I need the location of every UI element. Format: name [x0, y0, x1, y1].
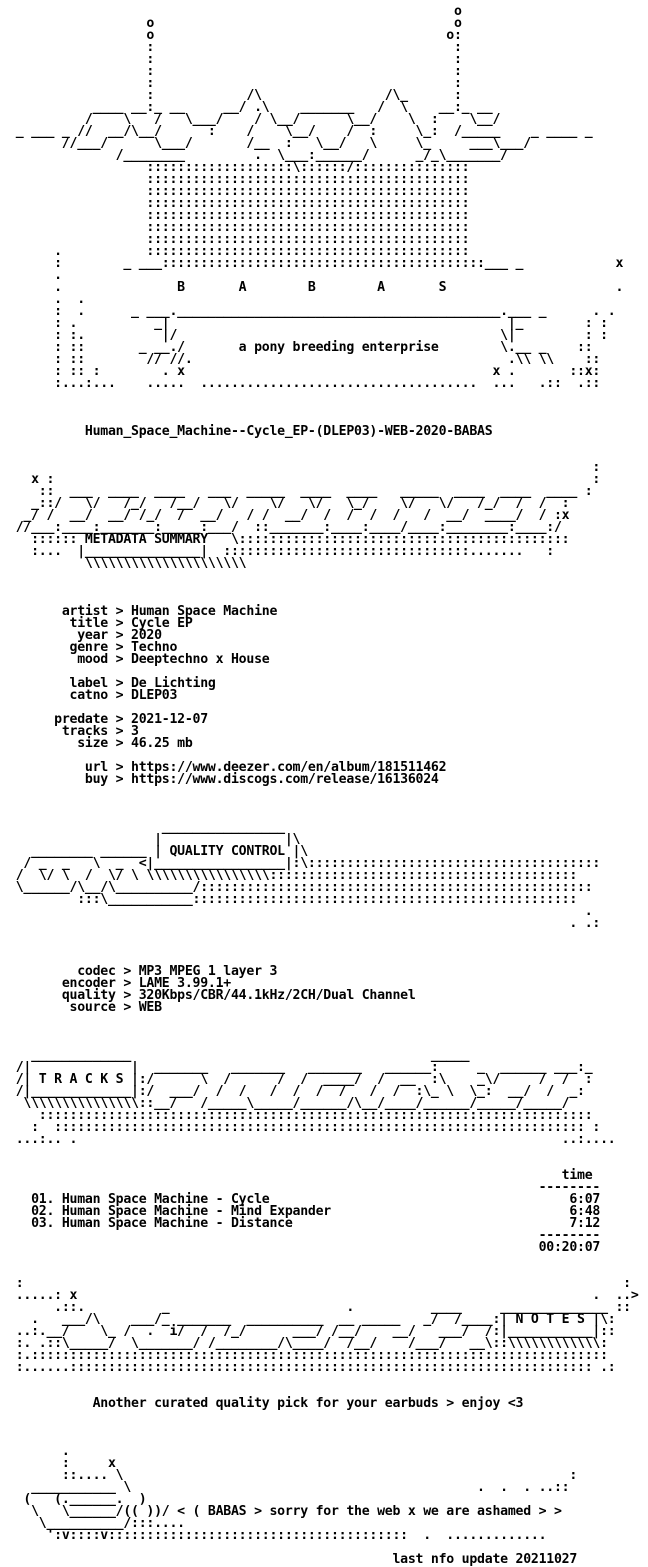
nfo-line: :::::: METADATA SUMMARY \::::::::::::::::::::::::::::::::::::::::::: — [8, 532, 570, 547]
nfo-line: : : — [8, 76, 462, 91]
nfo-line — [8, 1014, 639, 1026]
nfo-line — [8, 798, 639, 810]
nfo-line: ...:.. . ..:.... — [8, 1132, 616, 1147]
nfo-line — [8, 1146, 639, 1158]
nfo-line: catno > DLEP03 — [8, 688, 178, 703]
nfo-line: : — [8, 460, 601, 475]
nfo-line: :.::::::::::::::::::::::::::::::::::::::::::::::::::::::::::::::::::::::::::: — [8, 1348, 608, 1363]
nfo-line: //___:____:_______:_____:___/ ::_______:____:____/____:________:____:/ — [8, 520, 562, 535]
nfo-line — [8, 570, 639, 582]
nfo-line: \ \______/(( ))/ < ( BABAS > sorry for the web x we are ashamed > > — [8, 1504, 562, 1519]
nfo-line: genre > Techno — [8, 640, 178, 655]
nfo-line: Another curated quality pick for your earbuds > enjoy <3 — [8, 1396, 524, 1411]
nfo-line: /|_____________|:/ ___/ / / / / / / / / :\_ \ \_: __/ / _: — [8, 1084, 585, 1099]
nfo-line: / \/ \ / \/ \ \\\\\\\\\\\\\\\\:::::::::::::::::::::::::::::::::::::::: — [8, 868, 578, 883]
nfo-line: :::::::::::::::::::::::::::::::::::::::::: — [8, 172, 470, 187]
nfo-line — [8, 942, 639, 954]
nfo-line: :...:... ..... .................................... ... .:: .:: — [8, 376, 601, 391]
nfo-line: :::::::::::::::::::\::::::/::::::::::::::: — [8, 160, 470, 175]
nfo-line: : : — [8, 52, 462, 67]
nfo-line: ________________ — [8, 820, 285, 835]
nfo-line — [8, 402, 639, 414]
nfo-line: .::. _ . ____ ______________ :: — [8, 1300, 631, 1315]
nfo-line — [8, 582, 639, 594]
nfo-line: o o — [8, 16, 462, 31]
nfo-line: predate > 2021-12-07 — [8, 712, 208, 727]
nfo-line — [8, 1254, 639, 1266]
nfo-line — [8, 1374, 639, 1386]
nfo-line: : . _ ___.__________________________________________.___ _ . . — [8, 304, 616, 319]
nfo-line: url > https://www.deezer.com/en/album/181511462 — [8, 760, 447, 775]
nfo-line — [8, 390, 639, 402]
nfo-line: : x — [8, 1456, 116, 1471]
nfo-line: source > WEB — [8, 1000, 162, 1015]
nfo-line: 00:20:07 — [8, 1240, 601, 1255]
nfo-line: . — [8, 904, 593, 919]
nfo-line: encoder > LAME 3.99.1+ — [8, 976, 231, 991]
nfo-line: /________ . \___:______/ _/_\_______/ — [8, 148, 508, 163]
nfo-line: .....: x . ..> — [8, 1288, 639, 1303]
nfo-line: _____________ _____ — [8, 1048, 470, 1063]
nfo-line: :... |_______________| ::::::::::::::::::::::::::::::::....... : — [8, 544, 554, 559]
nfo-line: ___________ \ . . . ..:: — [8, 1480, 570, 1495]
nfo-line: : : — [8, 64, 462, 79]
nfo-line: ::.... \ : — [8, 1468, 578, 1483]
nfo-line: _/ / __/ __/ /_/ / __/ / / __/ / / / / / __/ ____/ / :x — [8, 508, 570, 523]
nfo-line — [8, 438, 639, 450]
nfo-line: 03. Human Space Machine - Distance 7:12 — [8, 1216, 601, 1231]
nfo-line: :::::::::::::::::::::::::::::::::::::::::: — [8, 220, 470, 235]
nfo-line: :::::::::::::::::::::::::::::::::::::::::: — [8, 208, 470, 223]
nfo-line: /| T R A C K S |:/ \ / / / ____/ / __ :\ _\/ / / : — [8, 1072, 593, 1087]
nfo-line: : :: // //. .\\ \\ :: — [8, 352, 601, 367]
nfo-line — [8, 1542, 639, 1554]
nfo-line: _ ___ _ // __/\__/ : / \__/ / : \_: /_____ _ ____ _ — [8, 124, 593, 139]
nfo-line — [8, 1434, 639, 1446]
nfo-line: 01. Human Space Machine - Cycle 6:07 — [8, 1192, 601, 1207]
nfo-line: : :: : . x x . ::x: — [8, 364, 601, 379]
nfo-line: ( (.______. ) — [8, 1492, 170, 1507]
nfo-line: :: ___ ____ ____ ___ _____ ____ ____ _____ ____ ____ ____ : — [8, 484, 593, 499]
nfo-line: :. .::\_____/ \_______/ /________/\____/ /__/ /___/ __\::\\\\\\\\\\\\: — [8, 1336, 608, 1351]
nfo-line: codec > MP3 MPEG 1 layer 3 — [8, 964, 278, 979]
nfo-text-block — [8, 6, 639, 1566]
nfo-line: : :. |/ \| : : — [8, 328, 608, 343]
nfo-line — [8, 786, 639, 798]
nfo-line: title > Cycle EP — [8, 616, 193, 631]
nfo-line: quality > 320Kbps/CBR/44.1kHz/2CH/Dual Channel — [8, 988, 416, 1003]
nfo-line: \______/\__/\__________/::::::::::::::::::::::::::::::::::::::::::::::::::: — [8, 880, 593, 895]
nfo-line: / _ _ \ _ <|_________________|:\:::::::::::::::::::::::::::::::::::::: — [8, 856, 601, 871]
nfo-line: ____ __:_ __ __/ .\ _______ / \ __:_ __ — [8, 100, 493, 115]
nfo-line: 02. Human Space Machine - Mind Expander 6:48 — [8, 1204, 601, 1219]
nfo-line: buy > https://www.discogs.com/release/16136024 — [8, 772, 439, 787]
nfo-line: ..:.__/ \_ / . i/ / /_/ ___/ /__/ __/ ___/ /:|___________|:: — [8, 1324, 616, 1339]
nfo-line: . ___/\ ___/_ _______ __________ __ _____ _/ /____:| N O T E S |\: — [8, 1312, 616, 1327]
nfo-line: ':v::::v::::::::::::::::::::::::::::::::::::::: . ............. — [8, 1528, 547, 1543]
nfo-line — [8, 1410, 639, 1422]
nfo-line: :::\___________:::::::::::::::::::::::::::::::::::::::::::::::::: — [8, 892, 578, 907]
nfo-line — [8, 1026, 639, 1038]
nfo-line: /| | _______ _______ _______ ______: _ ______ ___:_ — [8, 1060, 593, 1075]
nfo-line: : ::::::::::::::::::::::::::::::::::::::::::::::::::::::::::::::::::::: : — [8, 1120, 601, 1135]
nfo-line: : /\ /\_ : — [8, 88, 462, 103]
nfo-line: . :::::::::::::::::::::::::::::::::::::::::: — [8, 244, 470, 259]
nfo-line: size > 46.25 mb — [8, 736, 193, 751]
nfo-line: : _ ___::::::::::::::::::::::::::::::::::::::::::___ _ x — [8, 256, 624, 271]
nfo-line: //___/ \___/ /__ : \__/ \ \_ ___\___/ — [8, 136, 531, 151]
nfo-line: label > De Lichting — [8, 676, 216, 691]
nfo-line: :::::::::::::::::::::::::::::::::::::::::::::::::::::::::::::::::::::::: — [8, 1108, 593, 1123]
nfo-line: artist > Human Space Machine — [8, 604, 278, 619]
nfo-line: : . _| |_ : : — [8, 316, 608, 331]
nfo-line: -------- — [8, 1228, 601, 1243]
nfo-line: tracks > 3 — [8, 724, 139, 739]
nfo-line: -------- — [8, 1180, 601, 1195]
nfo-line: | |\ — [8, 832, 301, 847]
nfo-line: :::::::::::::::::::::::::::::::::::::::::: — [8, 184, 470, 199]
nfo-line: / \ / \___/ / \__/ \__/ \ : \__/ — [8, 112, 501, 127]
nfo-line: :::::::::::::::::::::::::::::::::::::::::: — [8, 196, 470, 211]
nfo-line — [8, 1422, 639, 1434]
nfo-line: year > 2020 — [8, 628, 162, 643]
nfo-line: mood > Deeptechno x House — [8, 652, 270, 667]
nfo-line: . . — [8, 292, 85, 307]
nfo-line: time — [8, 1168, 593, 1183]
nfo-line: last nfo update 20211027 — [8, 1552, 578, 1567]
nfo-line: . .: — [8, 916, 601, 931]
nfo-line — [8, 930, 639, 942]
nfo-line: :......:::::::::::::::::::::::::::::::::::::::::::::::::::::::::::::::::::: .: — [8, 1360, 616, 1375]
nfo-line: o — [8, 4, 462, 19]
nfo-line: . B A B A S . — [8, 280, 624, 295]
nfo-line: \__________/:::.... — [8, 1516, 185, 1531]
nfo-line: _::/ \/ /_/ /__/ \/ \/ \/ \_/ \/ \/ /_/ / / : — [8, 496, 570, 511]
nfo-line: : :: _ __./ a pony breeding enterprise \.__ _ :: — [8, 340, 593, 355]
nfo-line: : : — [8, 40, 462, 55]
nfo-line: x : : — [8, 472, 601, 487]
nfo-line: \\\\\\\\\\\\\\\\\\\\\ — [8, 556, 247, 571]
nfo-line: o o: — [8, 28, 462, 43]
nfo-line: \\\\\\\\\\\\\\\::__/ /_____\_____/______/\__/____/______/_____/_____/ — [8, 1096, 570, 1111]
nfo-line: Human_Space_Machine--Cycle_EP-(DLEP03)-WEB-2020-BABAS — [8, 424, 493, 439]
nfo-line: :::::::::::::::::::::::::::::::::::::::::: — [8, 232, 470, 247]
nfo-line: : : — [8, 1276, 631, 1291]
nfo-line: . — [8, 1444, 70, 1459]
nfo-line: . — [8, 268, 62, 283]
nfo-line: ________ ______ | QUALITY CONTROL |\ — [8, 844, 308, 859]
